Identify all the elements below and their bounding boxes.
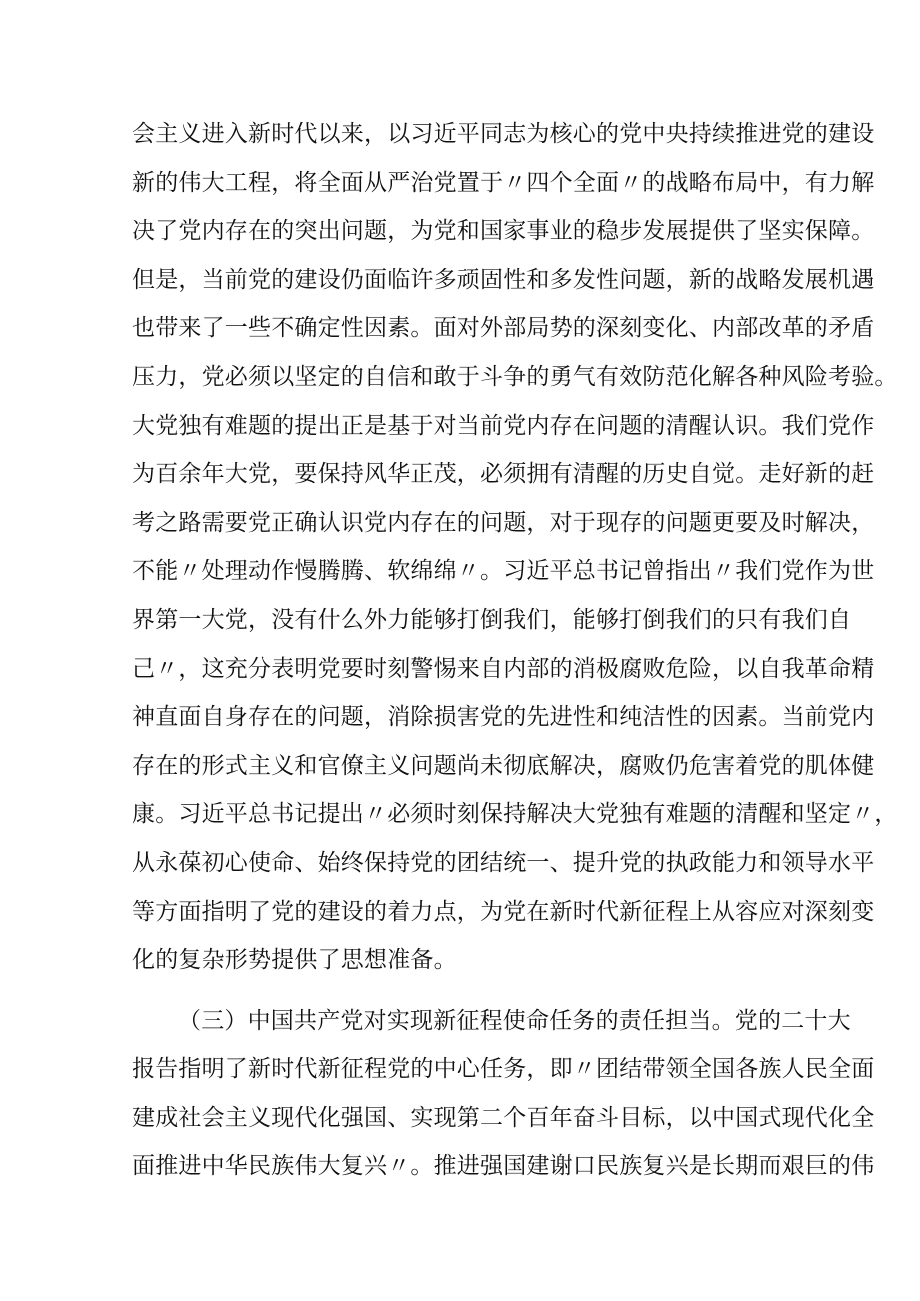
text-line: 会主义进入新时代以来，以习近平同志为核心的党中央持续推进党的建设 — [132, 121, 875, 147]
text-line: 神直面自身存在的问题，消除损害党的先进性和纯洁性的因素。当前党内 — [132, 704, 875, 731]
document-body — [132, 110, 898, 1191]
text-line: 新的伟大工程，将全面从严治党置于〃四个全面〃的战略布局中，有力解 — [132, 169, 875, 196]
text-line: 化的复杂形势提供了思想准备。 — [132, 947, 457, 974]
text-line: 为百余年大党，要保持风华正茂，必须拥有清醒的历史自觉。走好新的赶 — [132, 461, 875, 488]
text-line: 压力，党必须以坚定的自信和敢于斗争的勇气有效防范化解各种风险考验。 — [132, 363, 898, 390]
text-line: 不能〃处理动作慢腾腾、软绵绵〃。习近平总书记曾指出〃我们党作为世 — [132, 558, 875, 585]
text-line: 等方面指明了党的建设的着力点，为党在新时代新征程上从容应对深刻变 — [132, 898, 875, 925]
text-line: 界第一大党，没有什么外力能够打倒我们，能够打倒我们的只有我们自 — [132, 606, 852, 633]
text-line: 面推进中华民族伟大复兴〃。推进强国建谢口民族复兴是长期而艰巨的伟 — [132, 1153, 875, 1180]
text-line: 决了党内存在的突出问题，为党和国家事业的稳步发展提供了坚实保障。 — [132, 218, 875, 245]
paragraph-1 — [132, 110, 898, 985]
text-line: 也带来了一些不确定性因素。面对外部局势的深刻变化、内部改革的矛盾 — [132, 315, 875, 342]
text-line: 考之路需要党正确认识党内存在的问题，对于现存的问题更要及时解决， — [132, 509, 875, 536]
text-line: 建成社会主义现代化强国、实现第二个百年奋斗目标，以中国式现代化全 — [132, 1104, 875, 1131]
text-line: 康。习近平总书记提出〃必须时刻保持解决大党独有难题的清醒和坚定〃， — [132, 801, 898, 828]
section-heading-line: （三）中国共产党对实现新征程使命任务的责任担当。党的二十大 — [178, 1007, 851, 1034]
text-line: 己〃，这充分表明党要时刻警惕来自内部的消极腐败危险，以自我革命精 — [132, 655, 875, 682]
text-line: 但是，当前党的建设仍面临许多顽固性和多发性问题，新的战略发展机遇 — [132, 266, 875, 293]
paragraph-gap — [132, 985, 812, 997]
text-line: 大党独有难题的提出正是基于对当前党内存在问题的清醒认识。我们党作 — [132, 412, 875, 439]
text-line: 从永葆初心使命、始终保持党的团结统一、提升党的执政能力和领导水平 — [132, 849, 875, 876]
paragraph-2 — [132, 997, 875, 1191]
text-line: 报告指明了新时代新征程党的中心任务，即〃团结带领全国各族人民全面 — [132, 1056, 875, 1083]
text-line: 存在的形式主义和官僚主义问题尚未彻底解决，腐败仍危害着党的肌体健 — [132, 752, 875, 779]
